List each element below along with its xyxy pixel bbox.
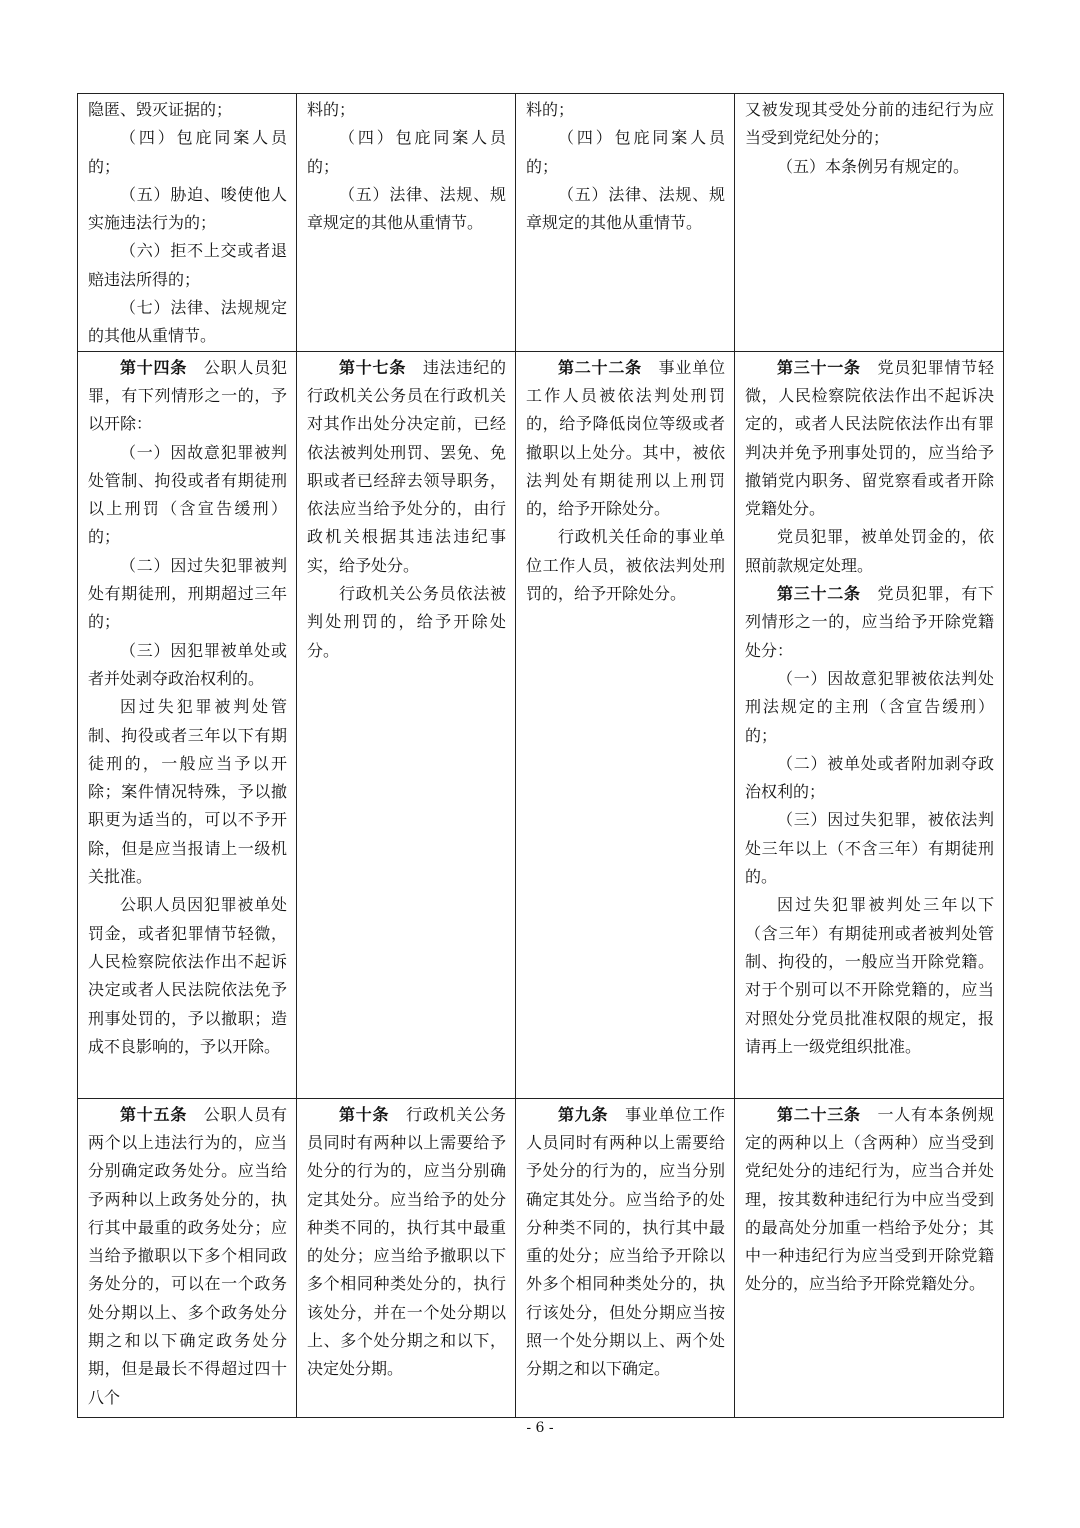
- paragraph-text: 党员犯罪，被单处罚金的，依照前款规定处理。: [745, 527, 994, 575]
- table-cell: [78, 1098, 297, 1417]
- paragraph-text: 因过失犯罪被判处管制、拘役或者三年以下有期徒刑的，一般应当予以开除；案件情况特殊，予以撤职更为适当的，可以不予开除，但是应当报请上一级机关批准。: [88, 697, 287, 887]
- cell-paragraph: [526, 354, 725, 524]
- cell-paragraph: [307, 124, 506, 181]
- table-cell: [516, 351, 735, 1098]
- cell-paragraph: [526, 181, 725, 238]
- paragraph-text: （七）法律、法规规定的其他从重情节。: [88, 298, 287, 346]
- table-cell: [297, 94, 516, 352]
- paragraph-text: （三）因过失犯罪，被依法判处三年以上（不含三年）有期徒刑的。: [745, 810, 994, 887]
- article-number: 第十条: [339, 1104, 390, 1124]
- table-cell: [78, 94, 297, 352]
- paragraph-text: 党员犯罪，有下列情形之一的，应当给予开除党籍处分：: [745, 584, 994, 660]
- cell-paragraph: [88, 96, 287, 124]
- cell-paragraph: [745, 665, 994, 750]
- paragraph-text: （四）包庇同案人员的；: [526, 128, 725, 176]
- comparison-table: [77, 93, 1004, 1418]
- cell-paragraph: [307, 1101, 506, 1384]
- article-number: 第九条: [558, 1104, 609, 1124]
- paragraph-text: （三）因犯罪被单处或者并处剥夺政治权利的。: [88, 640, 287, 688]
- table-row: [78, 351, 1004, 1098]
- article-number: 第十七条: [339, 357, 407, 377]
- cell-paragraph: [745, 1101, 994, 1299]
- article-number: 第二十三条: [777, 1104, 861, 1124]
- cell-paragraph: [88, 1101, 287, 1412]
- paragraph-text: 事业单位工作人员同时有两种以上需要给予处分的行为的，应当分别确定其处分。应当给予的处分种类不同的，执行其中最重的处分；应当给予开除以外多个相同种类处分的，执行该处分，但处分期应当按照一个处分期以上、两个处分期之和以下确定。: [526, 1104, 725, 1379]
- table-cell: [735, 351, 1004, 1098]
- table-cell: [735, 94, 1004, 352]
- paragraph-text: 公职人员有两个以上违法行为的，应当分别确定政务处分。应当给予两种以上政务处分的，执行其中最重的政务处分；应当给予撤职以下多个相同政务处分的，可以在一个政务处分期以上、多个政务处分期之和以下确定政务处分期，但是最长不得超过四十八个: [88, 1104, 287, 1407]
- cell-paragraph: [526, 124, 725, 181]
- cell-paragraph: [745, 96, 994, 153]
- cell-paragraph: [307, 96, 506, 124]
- cell-paragraph: [88, 181, 287, 238]
- table-cell: [297, 351, 516, 1098]
- paragraph-text: （一）因故意犯罪被判处管制、拘役或者有期徒刑以上刑罚（含宣告缓刑）的；: [88, 442, 287, 547]
- cell-paragraph: [88, 354, 287, 439]
- article-number: 第十四条: [120, 357, 188, 377]
- cell-paragraph: [307, 580, 506, 665]
- cell-paragraph: [88, 637, 287, 694]
- cell-paragraph: [745, 580, 994, 665]
- cell-paragraph: [88, 693, 287, 891]
- paragraph-text: （五）法律、法规、规章规定的其他从重情节。: [526, 184, 725, 233]
- cell-paragraph: [88, 237, 287, 294]
- paragraph-text: 公职人员因犯罪被单处罚金，或者犯罪情节轻微，人民检察院依法作出不起诉决定或者人民法院依法免予刑事处罚的，予以撤职；造成不良影响的，予以开除。: [88, 895, 287, 1056]
- cell-paragraph: [745, 523, 994, 580]
- table-cell: [516, 1098, 735, 1417]
- paragraph-text: 料的；: [307, 100, 356, 119]
- paragraph-text: 事业单位工作人员被依法判处刑罚的，给予降低岗位等级或者撤职以上处分。其中，被依法判处有期徒刑以上刑罚的，给予开除处分。: [526, 357, 725, 519]
- article-number: 第二十二条: [558, 357, 642, 377]
- article-number: 第三十一条: [777, 357, 861, 377]
- table-cell: [297, 1098, 516, 1417]
- table-row: [78, 94, 1004, 352]
- cell-paragraph: [745, 806, 994, 891]
- cell-paragraph: [745, 891, 994, 1061]
- paragraph-text: 因过失犯罪被判处三年以下（含三年）有期徒刑或者被判处管制、拘役的，一般应当开除党籍。对于个别可以不开除党籍的，应当对照处分党员批准权限的规定，报请再上一级党组织批准。: [745, 895, 994, 1056]
- paragraph-text: （一）因故意犯罪被依法判处刑法规定的主刑（含宣告缓刑）的；: [745, 668, 994, 745]
- paragraph-text: 党员犯罪情节轻微，人民检察院依法作出不起诉决定的，或者人民法院依法作出有罪判决并免予刑事处罚的，应当给予撤销党内职务、留党察看或者开除党籍处分。: [745, 357, 994, 519]
- table-cell: [516, 94, 735, 352]
- paragraph-text: （五）胁迫、唆使他人实施违法行为的；: [88, 184, 287, 233]
- paragraph-text: （四）包庇同案人员的；: [88, 128, 287, 176]
- table-row: [78, 1098, 1004, 1417]
- page-number: - 6 -: [526, 1420, 554, 1436]
- paragraph-text: 隐匿、毁灭证据的；: [88, 100, 233, 119]
- paragraph-text: 一人有本条例规定的两种以上（含两种）应当受到党纪处分的违纪行为，应当合并处理，按其数种违纪行为中应当受到的最高处分加重一档给予处分；其中一种违纪行为应当受到开除党籍处分的，应当给予开除党籍处分。: [745, 1104, 994, 1294]
- paragraph-text: 料的；: [526, 100, 575, 119]
- paragraph-text: 又被发现其受处分前的违纪行为应当受到党纪处分的；: [745, 100, 994, 148]
- paragraph-text: （五）法律、法规、规章规定的其他从重情节。: [307, 184, 506, 233]
- cell-paragraph: [526, 1101, 725, 1384]
- cell-paragraph: [307, 354, 506, 580]
- paragraph-text: （二）因过失犯罪被判处有期徒刑，刑期超过三年的；: [88, 555, 287, 632]
- article-number: 第三十二条: [777, 584, 861, 604]
- cell-paragraph: [526, 523, 725, 608]
- paragraph-text: （五）本条例另有规定的。: [777, 156, 970, 176]
- table-cell: [78, 351, 297, 1098]
- paragraph-text: （六）拒不上交或者退赔违法所得的；: [88, 241, 287, 289]
- cell-paragraph: [88, 124, 287, 181]
- paragraph-text: 行政机关公务员依法被判处刑罚的，给予开除处分。: [307, 584, 506, 660]
- paragraph-text: 行政机关公务员同时有两种以上需要给予处分的行为的，应当分别确定其处分。应当给予的处分种类不同的，执行其中最重的处分；应当给予撤职以下多个相同种类处分的，执行该处分，并在一个处分期以上、多个处分期之和以下，决定处分期。: [307, 1104, 506, 1379]
- paragraph-text: 行政机关任命的事业单位工作人员，被依法判处刑罚的，给予开除处分。: [526, 527, 725, 604]
- cell-paragraph: [745, 354, 994, 524]
- cell-paragraph: [307, 181, 506, 238]
- cell-paragraph: [745, 750, 994, 807]
- article-number: 第十五条: [120, 1104, 188, 1124]
- cell-paragraph: [88, 552, 287, 637]
- cell-paragraph: [526, 96, 725, 124]
- paragraph-text: 违法违纪的行政机关公务员在行政机关对其作出处分决定前，已经依法被判处刑罚、罢免、免职或者已经辞去领导职务，依法应当给予处分的，由行政机关根据其违法违纪事实，给予处分。: [307, 357, 506, 575]
- paragraph-text: （二）被单处或者附加剥夺政治权利的；: [745, 753, 994, 802]
- cell-paragraph: [745, 153, 994, 181]
- cell-paragraph: [88, 891, 287, 1061]
- cell-paragraph: [88, 294, 287, 351]
- paragraph-text: （四）包庇同案人员的；: [307, 128, 506, 176]
- paragraph-text: 公职人员犯罪，有下列情形之一的，予以开除：: [88, 357, 287, 434]
- cell-paragraph: [88, 439, 287, 552]
- table-cell: [735, 1098, 1004, 1417]
